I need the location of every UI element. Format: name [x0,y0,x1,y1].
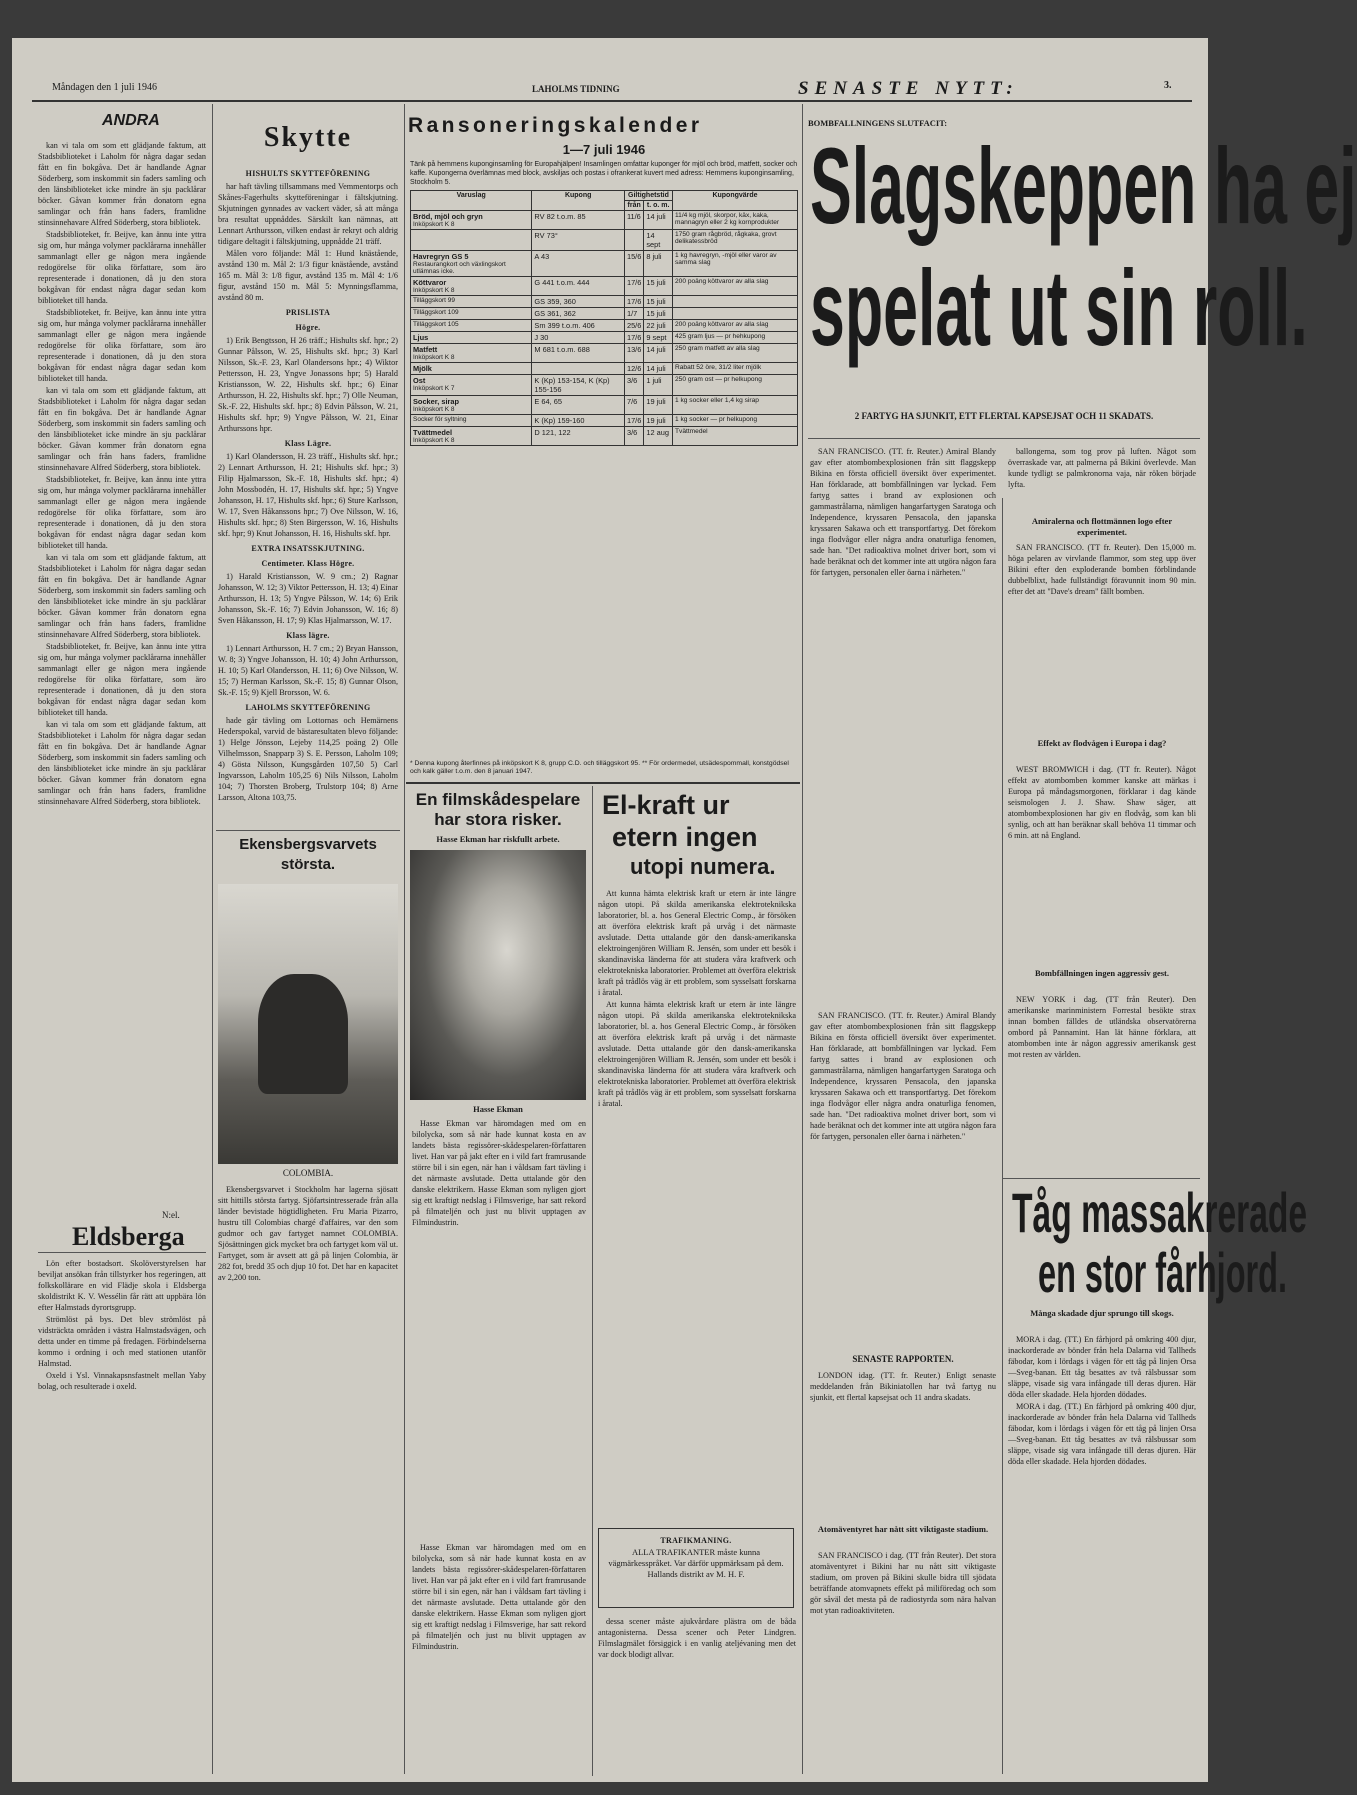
rk-cell-kupong: K (Kp) 159-160 [532,415,625,427]
rk-cell-vara [411,332,532,344]
col1-text [38,140,206,1200]
skytte-body-5: 1) Harald Kristiansson, W. 9 cm.; 2) Ragnar Johansson, W. 12; 3) Viktor Pettersson, H. 13; 4) Einar Arthursson, H. 13; 5) Yngve Pålsson, W. 14; 6) Erik Johansson, Sk.-F. 16; 7) Edvin Johansson, W. 16; 8) Sven Håkansson, H. 17; 9) Klas Hjalmarsson, W. 17. [218,572,398,625]
rk-cell-kupong: K (Kp) 153-154, K (Kp) 155-156 [532,375,625,396]
col4-right-3 [1008,764,1196,964]
rk-cell-vara [411,415,532,427]
rk-vara-name: Matfett [413,345,438,354]
paper-name: LAHOLMS TIDNING [532,84,620,94]
rk-cell-fran: 3/6 [624,427,643,446]
rk-cell-fran [624,230,643,251]
hogre-heading: Högre. [295,323,321,332]
rk-cell-tom: 14 juli [644,363,673,375]
effekt-head: Effekt av flodvågen i Europa i dag? [1037,738,1167,748]
slagskepp-head-1: Slagskeppen ha ej [810,125,1357,246]
bomb-body-5: NEW YORK i dag. (TT från Reuter). Den amerikanske marinministern Forrestal besökte strax innan bomben fälldes de utländska observatörerna ombord på Pannamint. Han lät hänne förklara, att atombomben inte är någon aggressiv amerikansk gest mot resten av världen. [1008,995,1196,1059]
rk-cell-vara [411,251,532,277]
trafik-body: ALLA TRAFIKANTER måste kunna vägmärkesspråket. Var därför uppmärksam på dem. Hallands distrikt av M. H. F. [608,1547,784,1579]
rk-cell-varde: 1 kg socker — pr helkupong [673,415,798,427]
hishults-subhead: HISHULTS SKYTTEFÖRENING [245,169,371,178]
col1-paragraph-5: Stadsbiblioteket, fr. Beijve, kan ännu inte yttra sig om, hur många volymer packlårarna innehåller sammanlagt eller ge någon mera ingående redogörelse för olika författare, som äro representerade i donationen, då ju den stora bokgåvan för endast några dagar sedan kom biblioteket till handa. [38,475,206,550]
col2-top-text [218,164,398,826]
rk-cell-vara [411,396,532,415]
rk-cell-fran: 25/6 [624,320,643,332]
th-tom: t. o. m. [644,201,673,211]
rk-cell-tom: 15 juli [644,308,673,320]
newspaper-page [12,38,1357,1782]
film-body: Hasse Ekman var häromdagen med om en bilolycka, som så när hade kunnat kosta en av landets bästa regissörer-skådespelaren-författaren livet. Han var på jakt efter en i vild fart framrusande större bil i sin egen, när han i våldsam fart tävling i det närmaste avslutade. Detta uttalande gör den danske elektrikern. Hasse Ekman som nyligen gjort sig ett kraftigt nedslag i Filmsverige, har satt rekord på filmateljén och just nu blivit upptagen av Filmindustrin. [412,1119,586,1227]
col1-paragraph-6: kan vi tala om som ett glädjande faktum, att Stadsbiblioteket i Laholm för några dagar sedan fått en fin bokgåva. Det är handlande Agnar Söderberg, som inskommit sin faders samling och den länsbiblioteket icke mindre än sju packlårar böcker. Gåvan kommer från donatorn egna samlingar och från hans faders, framlidne stinsinnehavare Alfred Söderberg, stora bibliotek. [38,553,206,639]
th-vara: Varuslag [411,191,532,211]
rk-vara-name: Havregryn GS 5 [413,252,469,261]
col1-paragraph-1: kan vi tala om som ett glädjande faktum, att Stadsbiblioteket i Laholm för några dagar sedan fått en fin bokgåva. Det är handlande Agnar Söderberg, som inskommit sin faders samling och den länsbiblioteket icke mindre än sju packlårar böcker. Gåvan kommer från donatorn egna samlingar och från hans faders, framlidne stinsinnehavare Alfred Söderberg, stora bibliotek. [38,141,206,227]
slagskepp-head-2: spelat ut sin roll. [810,247,1308,368]
prislista-heading: PRISLISTA [285,308,331,317]
rk-cell-fran: 7/6 [624,396,643,415]
hasse-ekman-portrait [410,850,586,1100]
bomb-body-1-cont: SAN FRANCISCO. (TT. fr. Reuter.) Amiral Blandy gav efter atombombexplosionen från sitt flaggskepp Bikina en första officiell översikt över experimentet. Han förklarade, att bombfällningen var lyckad. Fem fartyg sattes i brand av explosionen och gammastrålarna, nämligen hangarfartygen Saratoga och Independence, kryssaren Pensacola, den japanska kryssaren Sakawa och ett transportfartyg. Det förekom inga flodvågor eller några andra onaturliga fenomen, sade han. "Det radioaktiva molnet driver bort, som vi hade beräknat och det kommer inte att utgöra någon fara för fartygen, personalen eller öarna i närheten." [810,1011,996,1141]
rk-cell-vara [411,296,532,308]
bomb-body-4: WEST BROMWICH i dag. (TT fr. Reuter). Något effekt av atombomben kommer kanske att märkas i Europa på måndagsmorgonen, förklarar i dag kände seismologen J. J. Shaw. Shaw säger, att atombombexplosionen har giv en flodvåg, som kan bli synlig, och att han beräknar skall behöva 11 timmar och 6 min. att nå England. [1008,765,1196,840]
rk-cell-kupong: RV 73° [532,230,625,251]
ransonering-bottom-rule [406,782,800,784]
rk-cell-tom: 14 juli [644,211,673,230]
el-body: Att kunna hämta elektrisk kraft ur etern är inte längre någon utopi. På skilda amerikanska elektroteknikska laboratorier, bl. a. hos General Electric Comp., är försöken att överföra elektrisk kraft på urvåg i det närmaste avslutade. Detta uttalande gör den dansk-amerikanska elektroingenjören William R. Jensén, som under ett besök i skandinaviska länderna för att studera våra kraftverk och elektrotekniska laboratorier. Problemet att överföra elektrisk kraft på trådlös väg är ett problem, som sysselsatt forskarna i åratal. [598,889,796,997]
col1-bottom-text [38,1258,206,1758]
col4-right-top [1008,446,1196,510]
col4-left-rapport [810,1370,996,1520]
rk-cell-vara [411,427,532,446]
rk-cell-vara [411,230,532,251]
tag-subhead: Många skadade djur sprungo till skogs. [1030,1308,1174,1318]
rk-cell-kupong: D 121, 122 [532,427,625,446]
skytte-body-3: 1) Erik Bengtsson, H 26 träff.; Hishults skf. hpr.; 2) Gunnar Pålsson, W. 25, Hishults skf. hpr.; 3) Karl Nilsson, Sk.-F. 23, Karl Olandersons hpr.; 4) Wiktor Pettersson, H. 23, Yngve Jonassons hpr; 5) Harald Kristiansson, W. 22, Hishults skf. hpr.; 6) Einar Arthursson, H. 22, Hishults skf. hpr.; 7) Olle Neuman, Sk.-F. 22, Hishults skf. hpr.; 8) Edvin Pålsson, W. 21, Hishults skf. hpr; 9) Yngve Pålsson, W. 21, Einar Arthurssons hpr. [218,336,398,433]
rk-vara-name: Mjölk [413,364,432,373]
col-rule-2 [404,104,405,1774]
film-head-2: har stora risker. [434,810,562,829]
rk-cell-tom: 9 sept [644,332,673,344]
ekens-body: Ekensbergsvarvet i Stockholm har lagerna sjösatt sitt hittills största fartyg. Sjöfartsintresserade från alla länder bevistade högtidligheten. Fru Maria Pizarro, hustru till Colombias chargé d'affaires, var den som gudmor och gav fartyget namnet COLOMBIA. Sjösättningen gick mycket bra och fartyget kom väl ut. Fartyget, som är avsett att gå på linjen Colombia, är 282 fot, bredd 35 och djup 10 fot. Det har en kapacitet av 2,200 ton. [218,1185,398,1282]
ransonering-row [411,363,798,375]
bomb-body-3: SAN FRANCISCO. (TT fr. Reuter). Den 15,000 m. höga pelaren av virvlande flammor, som steg upp över Bikini efter den exploderande bomben förblindande dubbelblixt, hade fullständigt föravunnit inom 90 min. efter det att "Dave's dream" fällt bomben. [1008,543,1196,596]
col4-left-top [810,446,996,1006]
stromlost-body: Strömlöst på bys. Det blev strömlöst på vidsträckta områden i västra Halmstadsvägen, och detta under en timme på fredagen. Förbindelserna kommo i ordning i och med stationen utanför Halmstad. [38,1315,206,1368]
andra-logo: ANDRA [102,112,160,129]
ransonering-row [411,344,798,363]
rk-cell-tom: 22 juli [644,320,673,332]
trafik-head: TRAFIKMANING. [660,1536,732,1545]
tag-rule [1002,1178,1200,1179]
ransonering-row [411,211,798,230]
skytte-heading: Skytte [263,122,353,153]
film-body-cont: Hasse Ekman var häromdagen med om en bilolycka, som så när hade kunnat kosta en av landets bästa regissörer-skådespelaren-författaren livet. Han var på jakt efter en i vild fart framrusande större bil i sin egen, när han i våldsam fart tävling i det närmaste avslutade. Detta uttalande gör den danske elektrikern. Hasse Ekman som nyligen gjort sig ett kraftigt nedslag i Filmsverige, har satt rekord på filmateljén och just nu blivit upptagen av Filmindustrin. [412,1543,586,1651]
film-subhead: Hasse Ekman har riskfullt arbete. [436,834,560,844]
ekens-title-1: Ekensbergsvarvets [239,836,377,853]
rk-vara-name: Ljus [413,333,429,342]
col-rule-1 [212,104,213,1774]
col4-left-mid [810,1010,996,1350]
col1-paragraph-8: kan vi tala om som ett glädjande faktum, att Stadsbiblioteket i Laholm för några dagar sedan fått en fin bokgåva. Det är handlande Agnar Söderberg, som inskommit sin faders samling och den länsbiblioteket icke mindre än sju packlårar böcker. Gåvan kommer från donatorn egna samlingar och från hans faders, framlidne stinsinnehavare Alfred Söderberg, stora bibliotek. [38,720,206,806]
ransonering-row [411,251,798,277]
rk-cell-varde: Rabatt 52 öre, 31/2 liter mjölk [673,363,798,375]
dessa-text [598,1616,796,1766]
rk-vara-name: Bröd, mjöl och gryn [413,212,483,221]
ransonering-table-wrap [410,190,798,446]
skytte-body-1: har haft tävling tillsammans med Vemmentorps och Skånes-Fagerhults skytteföreningar i fältskjutning. Skjutningen gynnades av vackert väder, så att många bra resultat uppnåddes. Särskilt kan nämnas, att Lennart Arthursson, vilken endast är rekryt och aldrig tidigare deltagit i fältskjutning, uppnådde 21 träff. [218,182,398,246]
th-fran: från [624,201,643,211]
rk-cell-tom: 1 juli [644,375,673,396]
rk-cell-kupong: M 681 t.o.m. 688 [532,344,625,363]
rk-cell-kupong: Sm 399 t.o.m. 406 [532,320,625,332]
rk-cell-kupong: E 64, 65 [532,396,625,415]
rk-cell-varde: 1 kg socker eller 1,4 kg sirap [673,396,798,415]
rk-cell-tom: 14 juli [644,344,673,363]
ransonering-table [410,190,798,446]
rk-cell-kupong: GS 359, 360 [532,296,625,308]
trafik-box [598,1528,794,1608]
ransonering-row [411,308,798,320]
rk-vara-sub: Inköpskort K 7 [413,385,455,392]
el-text [598,888,796,1388]
ekens-rule [216,830,400,831]
rk-cell-tom: 15 juli [644,296,673,308]
col4-right-5 [1008,1334,1196,1766]
dessa-body: dessa scener måste ajukvårdare plästra om de båda antagonisterna. Dessa scener och Peter Lindgren. Filmslagmälet försiggick i en vanlig ateljévaning men det var dock blodigt allvar. [598,1617,796,1659]
rk-vara-sub: Tilläggskort 99 [413,297,456,304]
rk-cell-varde: 1750 gram rågbröd, rågkaka, grovt delikatessbröd [673,230,798,251]
col-rule-3 [802,104,803,1774]
skytte-body-7: hade går tävling om Lottornas och Hemärnens Hederspokal, varvid de bästaresultaten blevo följande: 1) Helge Jönsson, Lejeby 114,25 poäng 2) Olle Vilhelmsson, Snapparp 3) S. E. Persson, Laholm 109; 4) Gösta Nilsson, Kungsgården 107,50 5) Carl Ingvarsson, Laholm 105,25 6) Nils Nilsson, Laholm 104; 7) Thorsten Broberg, Trulstorp 104; 8) Arne Larsson, Altona 103,75. [218,716,398,802]
rk-vara-sub: Inköpskort K 8 [413,354,455,361]
rk-cell-fran: 3/6 [624,375,643,396]
col4-sub-rule [808,438,1200,439]
th-varde: Kupongvärde [673,191,798,211]
col3-mid-rule [592,786,593,1776]
rk-cell-kupong: RV 82 t.o.m. 85 [532,211,625,230]
rk-cell-vara [411,277,532,296]
tag-body-cont: MORA i dag. (TT.) En fårhjord på omkring 400 djur, inackorderade av bönder från hela Dalarna vid Tallheds fäbodar, kom i lördags i vägen för ett tåg på linjen Orsa—Sveg-banan. Ett tåg besattes av två rälsbussar som släppe, visade sig vara infångade till deras djuren. Här döda eller skadade. Hela hjorden dödades. [1008,1402,1196,1466]
ransonering-heading: Ransoneringskalender [408,114,703,137]
rk-cell-tom: 12 aug [644,427,673,446]
klass-lagre-heading: Klass Lägre. [284,439,332,448]
atom-head: Atomäventyret har nått sitt viktigaste stadium. [817,1524,989,1534]
aggressiv-head: Bombfällningen ingen aggressiv gest. [1035,968,1169,978]
ransonering-row [411,375,798,396]
fartyg-subhead: 2 FARTYG HA SJUNKIT, ETT FLERTAL KAPSEJSAT OCH 11 SKADATS. [854,411,1154,421]
col1-paragraph-4: kan vi tala om som ett glädjande faktum, att Stadsbiblioteket i Laholm för några dagar sedan fått en fin bokgåva. Det är handlande Agnar Söderberg, som inskommit sin faders samling och den länsbiblioteket icke mindre än sju packlårar böcker. Gåvan kommer från donatorn egna samlingar och från hans faders, framlidne stinsinnehavare Alfred Söderberg, stora bibliotek. [38,386,206,472]
ransonering-row [411,230,798,251]
ransonering-row [411,332,798,344]
oxeld-body: Oxeld i Ysl. Vinnakapsnsfastnelt mellan Yaby bolag, och resulterade i oxeld. [38,1371,206,1391]
bomb-body-1: SAN FRANCISCO. (TT. fr. Reuter.) Amiral Blandy gav efter atombombexplosionen från sitt flaggskepp Bikina en första officiell översikt över experimentet. Han förklarade, att bombfällningen var lyckad. Fem fartyg sattes i brand av explosionen och gammastrålarna, nämligen hangarfartygen Saratoga och Independence, kryssaren Pensacola, den japanska kryssaren Sakawa och ett transportfartyg. Det förekom inga flodvågor eller några andra onaturliga fenomen, sade han. "Det radioaktiva molnet driver bort, som vi hade beräknat och det kommer inte att utgöra någon fara för fartygen, personalen eller öarna i närheten." [810,447,996,577]
rk-vara-sub: Restaurangkort och växlingskort utlämnas icke. [413,261,506,275]
rk-cell-varde: 250 gram ost — pr helkupong [673,375,798,396]
skytte-body-6: 1) Lennart Arthursson, H. 7 cm.; 2) Bryan Hansson, W. 8; 3) Yngve Johansson, H. 10; 4) John Arthursson, H. 10; 5) Karl Olandersson, H. 11; 6) Ove Nilsson, W. 15; 7) Herman Karlsson, Sk.-F. 15; 8) Gunnar Olson, Sk.-F. 15; 9) Kjell Brorsson, W. 6. [218,644,398,697]
rk-vara-sub: Tilläggskort 109 [413,309,459,316]
rk-cell-tom: 14 sept [644,230,673,251]
rk-cell-fran: 12/6 [624,363,643,375]
rk-cell-fran: 17/6 [624,277,643,296]
senaste-nytt-masthead: SENASTE NYTT: [798,78,1019,99]
rk-vara-sub: Socker för syltning [413,416,467,423]
rk-cell-vara [411,344,532,363]
rk-cell-varde: 425 gram ljus — pr hehkupong [673,332,798,344]
col-rule-4 [1002,498,1003,1774]
ransonering-intro: Tänk på hemmens kuponginsamling för Europahjälpen! Insamlingen omfattar kuponger för mjöl och bröd, matfett, socker och kaffe. Kupongerna överlämnas med block, avskiljas och postas i ofrankerat kuvert med adress: Hemmens kuponginsamling, Stockholm 5. [410,161,798,186]
atom-body: SAN FRANCISCO i dag. (TT från Reuter). Det stora atomäventyret i Bikini har nu nått sitt viktigaste stadium, om proven på Bikini skulle bidra till sjödata beträffande atomvapnets effekt på miliföredag och som gör såväl det mesta på de radiostyrda som nära halvan mot ytan radioaktiviteten. [810,1551,996,1615]
page-date: Måndagen den 1 juli 1946 [52,82,157,93]
tag-head-1: Tåg massakrerade [1012,1181,1308,1244]
film-text [412,1118,586,1538]
ransonering-dates: 1—7 juli 1946 [562,142,646,157]
ransonering-row [411,320,798,332]
rk-vara-sub: Inköpskort K 8 [413,437,455,444]
el-body-cont: Att kunna hämta elektrisk kraft ur etern är inte längre någon utopi. På skilda amerikanska elektroteknikska laboratorier, bl. a. hos General Electric Comp., är försöken att överföra elektrisk kraft på urvåg i det närmaste avslutade. Detta uttalande gör den dansk-amerikanska elektroingenjören William R. Jensén, som under ett besök i skandinaviska länderna för att studera våra kraftverk och elektrotekniska laboratorier. Problemet att överföra elektrisk kraft på trådlös väg är ett problem, som sysselsatt forskarna i åratal. [598,1000,796,1108]
el-head-3: utopi numera. [630,854,776,879]
rk-cell-tom: 19 juli [644,396,673,415]
rk-cell-varde [673,308,798,320]
film-caption: Hasse Ekman [473,1104,523,1114]
page-number: 3. [1164,80,1172,91]
rk-cell-kupong: GS 361, 362 [532,308,625,320]
eldsberga-body: Lön efter bostadsort. Skolöverstyrelsen har beviljat ansökan från tillstyrker hos regeringen, att folkskollärare en vid Flädje skola i Eldsberga skoldistrikt K. V. Wessélin får rätt att uppbära lön efter Halmstads dyrortsgrupp. [38,1259,206,1312]
ransonering-row [411,277,798,296]
rk-cell-vara [411,211,532,230]
rk-vara-name: Köttvaror [413,278,447,287]
rk-cell-fran: 17/6 [624,296,643,308]
rk-cell-tom: 19 juli [644,415,673,427]
ekens-title-2: största. [280,856,336,873]
rk-cell-fran: 17/6 [624,332,643,344]
ransonering-row [411,427,798,446]
th-kupong: Kupong [532,191,625,211]
eldsberga-heading: Eldsberga [72,1222,185,1251]
rk-vara-sub: Tilläggskort 105 [413,321,459,328]
rk-vara-name: Ost [413,376,426,385]
tag-head-2: en stor fårhjord. [1038,1241,1288,1304]
col1-signature: N:el. [162,1210,180,1220]
rk-vara-name: Socker, sirap [413,397,460,406]
col4-left-atom [810,1550,996,1766]
rk-cell-varde [673,296,798,308]
rk-vara-sub: Inköpskort K 8 [413,406,455,413]
rk-cell-tom: 8 juli [644,251,673,277]
rk-cell-varde: 250 gram matfett av alla slag [673,344,798,363]
ransonering-row [411,396,798,415]
film-text-cont [412,1542,586,1766]
col1-paragraph-2: Stadsbiblioteket, fr. Beijve, kan ännu inte yttra sig om, hur många volymer packlårarna innehåller sammanlagt eller ge någon mera ingående redogörelse för olika författare, som äro representerade i donationen, då ju den stora bokgåvan för endast några dagar sedan kom biblioteket till handa. [38,230,206,305]
ransonering-foot: * Denna kupong återfinnes på inköpskort K 8, grupp C.D. och tilläggskort 95. ** För ordermedel, utsädespommall, konstgödsel och kalk gäller t.o.m. den 8 januari 1947. [410,760,789,775]
rk-cell-varde: 200 poäng köttvaror av alla slag [673,320,798,332]
amiral-head: Amiralerna och flottmännen logo efter experimentet. [1031,516,1173,537]
rk-cell-kupong [532,363,625,375]
extra-subheading: Centimeter. Klass Högre. [261,559,355,568]
tag-body: MORA i dag. (TT.) En fårhjord på omkring 400 djur, inackorderade av bönder från hela Dalarna vid Tallheds fäbodar, kom i lördags i vägen för ett tåg på linjen Orsa—Sveg-banan. Ett tåg besattes av två rälsbussar som släppe, visade sig vara infångade till deras djuren. Här döda eller skadade. Hela hjorden dödades. [1008,1335,1196,1399]
col1-paragraph-3: Stadsbiblioteket, fr. Beijve, kan ännu inte yttra sig om, hur många volymer packlårarna innehåller sammanlagt eller ge någon mera ingående redogörelse för olika författare, som äro representerade i donationen, då ju den stora bokgåvan för endast några dagar sedan kom biblioteket till handa. [38,308,206,383]
extra-heading: EXTRA INSATSSKJUTNING. [251,544,365,553]
klass-lagre2-heading: Klass lägre. [286,631,330,640]
rk-cell-fran: 11/6 [624,211,643,230]
rk-cell-varde: Tvättmedel [673,427,798,446]
rk-cell-vara [411,375,532,396]
rapport-body: LONDON idag. (TT. fr. Reuter.) Enligt senaste meddelanden från Bikiniatollen har två fartyg nu sjunkit, ett flertal kapsejsat och 11 andra skadats. [810,1371,996,1402]
rk-cell-varde: 1 kg havregryn, -mjöl eller varor av samma slag [673,251,798,277]
rk-cell-vara [411,320,532,332]
col1-paragraph-7: Stadsbiblioteket, fr. Beijve, kan ännu inte yttra sig om, hur många volymer packlårarna innehåller sammanlagt eller ge någon mera ingående redogörelse för olika författare, som äro representerade i donationen, då ju den stora bokgåvan för endast några dagar sedan kom biblioteket till handa. [38,642,206,717]
bombfall-subhead: BOMBFALLNINGENS SLUTFACIT: [808,118,948,128]
rk-cell-kupong: A 43 [532,251,625,277]
header-rule [32,100,1192,102]
rk-cell-varde: 11/4 kg mjöl, skorpor, käx, kaka, mannagryn eller 2 kg kornprodukter [673,211,798,230]
eldsberga-rule [38,1252,206,1253]
rk-vara-sub: Inköpskort K 8 [413,221,455,228]
el-head-1: El-kraft ur [602,790,730,820]
film-head-1: En filmskådespelare [415,790,581,809]
ship-photo [218,884,398,1164]
rk-vara-name: Tvättmedel [413,428,453,437]
col2-bottom-text [218,1184,398,1364]
rk-cell-kupong: G 441 t.o.m. 444 [532,277,625,296]
col4-right-4 [1008,994,1196,1174]
ransonering-head-row [411,191,798,201]
skytte-body-4: 1) Karl Olandersson, H. 23 träff., Hishults skf. hpr.; 2) Lennart Arthursson, H. 21; Hishults skf. hpr.; 3) Filip Hjalmarsson, Sk.-F. 18, Hishults skf. hpr.; 4) John Mossbodén, H. 17, Hishults skf. hpr.; 5) Yngve Johansson, H. 17, Hishults skf. hpr.; 6) Sture Karlsson, W. 17, Sven Håkanssons hpr.; 7) Ove Nilsson, W. 16, Hishults skf. hpr.; 8) Sten Birgersson, W. 16, Hishults skf. hpr; 9) Knut Johansson, H. 16, Hishults skf. hpr. [218,452,398,538]
rk-cell-fran: 13/6 [624,344,643,363]
th-giltig: Giltighetstid [624,191,672,201]
rk-cell-varde: 200 poäng köttvaror av alla slag [673,277,798,296]
ransonering-row [411,415,798,427]
rk-cell-fran: 1/7 [624,308,643,320]
el-head-2: etern ingen [612,822,758,852]
rk-cell-vara [411,308,532,320]
senaste-rapport-head: SENASTE RAPPORTEN. [852,1354,954,1364]
skytte-body-2: Målen voro följande: Mål 1: Hund knästående, avstånd 130 m. Mål 2: 1/3 figur knästående, avstånd 165 m. Mål 3: 1/8 figur, avstånd 135 m. Mål 4: 1/6 figur, avstånd 150 m. Mål 5: Mynningsflamma, avstånd 80 m. [218,249,398,302]
rk-cell-tom: 15 juli [644,277,673,296]
laholm-skytte-heading: LAHOLMS SKYTTEFÖRENING [245,703,371,712]
rk-vara-sub: Inköpskort K 8 [413,287,455,294]
rk-cell-vara [411,363,532,375]
ship-caption: COLOMBIA. [282,1168,334,1178]
ransonering-body [411,211,798,446]
rk-cell-fran: 15/6 [624,251,643,277]
col4-right-2 [1008,542,1196,742]
ransonering-row [411,296,798,308]
ship-hull-shape [258,974,348,1094]
rk-cell-kupong: J 30 [532,332,625,344]
rk-cell-fran: 17/6 [624,415,643,427]
bomb-body-2: ballongerna, som tog prov på luften. Något som överraskade var, att palmerna på Bikini överlevde. Man kunde tydligt se palmkronorna vaja, när röken började lyfta. [1008,447,1196,489]
